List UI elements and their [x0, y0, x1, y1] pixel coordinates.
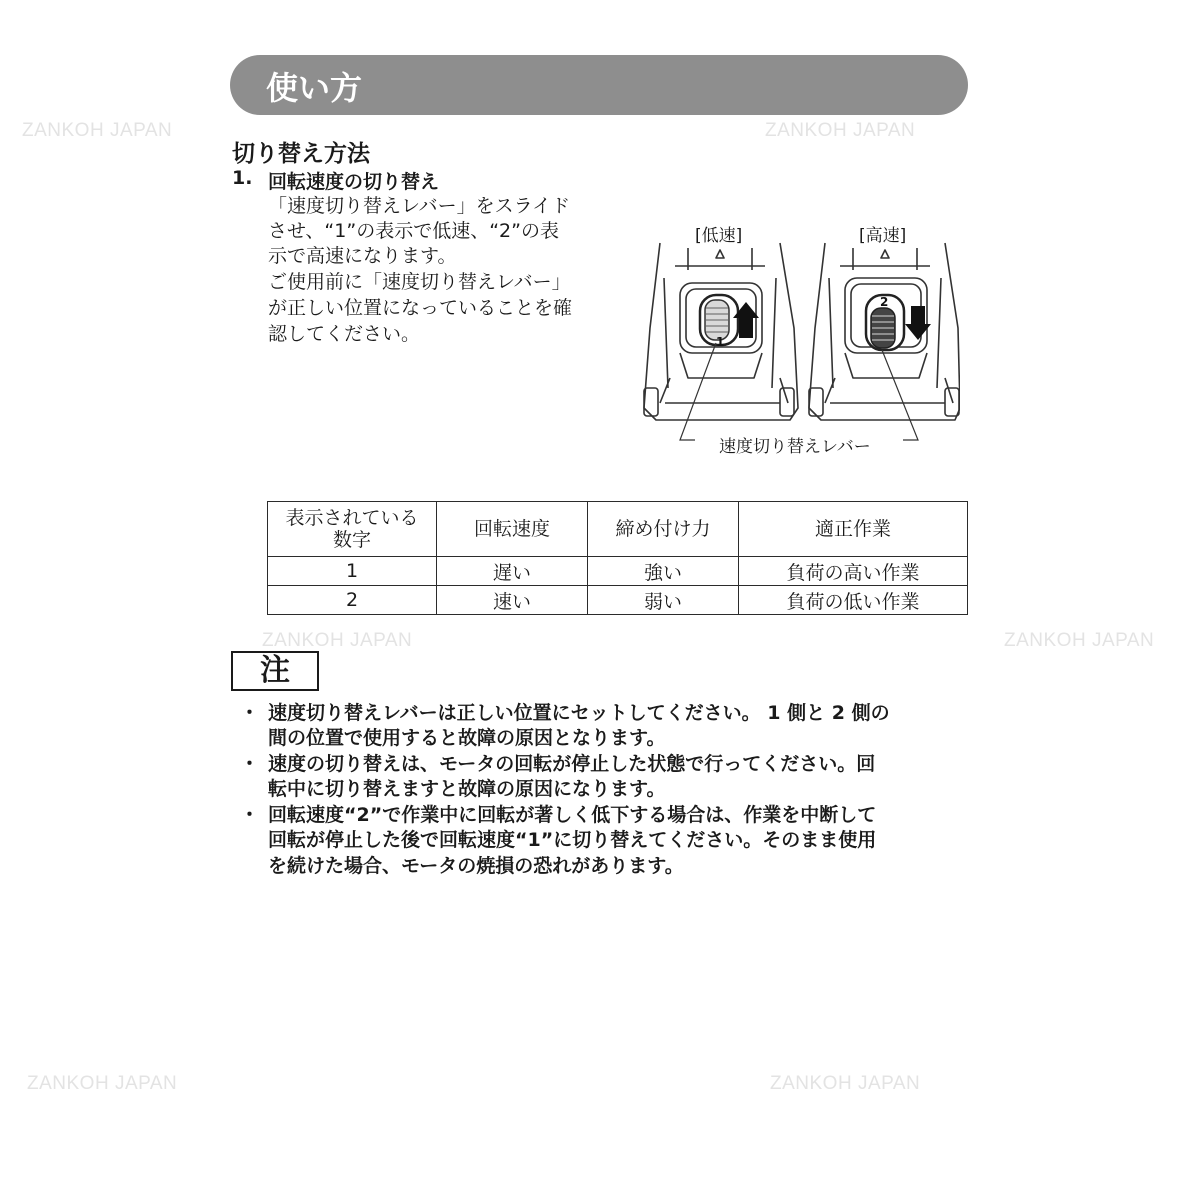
note-label: 注 — [231, 651, 319, 691]
speed-table — [267, 501, 968, 615]
note-line: 間の位置で使用すると故障の原因となります。 — [268, 727, 666, 749]
body-line: 「速度切り替えレバー」をスライド — [268, 195, 571, 217]
table-cell: 遅い — [437, 557, 588, 586]
watermark: ZANKOH JAPAN — [765, 120, 916, 141]
watermark: ZANKOH JAPAN — [27, 1073, 178, 1094]
table-header-cell: 回転速度 — [437, 502, 588, 557]
note-line: を続けた場合、モータの焼損の恐れがあります。 — [268, 855, 684, 877]
table-cell: 速い — [437, 586, 588, 615]
figure-label-low: [低速] — [695, 226, 743, 246]
table-cell: 負荷の低い作業 — [739, 586, 968, 615]
leader-line-low — [680, 343, 716, 440]
leader-line-high — [882, 350, 918, 440]
lever-high-digit: 2 — [880, 295, 889, 309]
watermark: ZANKOH JAPAN — [1004, 630, 1155, 651]
header-line: 表示されている — [285, 507, 419, 529]
table-cell: 弱い — [588, 586, 739, 615]
note-line: 回転速度“2”で作業中に回転が著しく低下する場合は、作業を中断して — [268, 804, 877, 826]
table-cell: 強い — [588, 557, 739, 586]
speed-lever-illustration — [630, 238, 960, 460]
bullet-mark: ・ — [240, 804, 260, 826]
table-header-row — [268, 502, 968, 557]
watermark: ZANKOH JAPAN — [262, 630, 413, 651]
body-line: ご使用前に「速度切り替えレバー」 — [268, 271, 571, 293]
lever-low-digit: 1 — [716, 335, 725, 349]
note-line: 速度切り替えレバーは正しい位置にセットしてください。 1 側と 2 側の — [268, 702, 890, 724]
bullet-mark: ・ — [240, 753, 260, 775]
lever-caption: 速度切り替えレバー — [719, 437, 871, 457]
note-line: 転中に切り替えますと故障の原因になります。 — [268, 778, 666, 800]
header-line: 数字 — [332, 529, 371, 551]
section-title: 使い方 — [266, 69, 363, 107]
section-title-bar — [230, 55, 968, 115]
subsection-title: 切り替え方法 — [232, 141, 370, 167]
table-cell: 1 — [268, 557, 437, 586]
body-line: 示で高速になります。 — [268, 245, 457, 267]
table-row — [268, 586, 968, 615]
body-line: 認してください。 — [268, 323, 421, 345]
watermark: ZANKOH JAPAN — [22, 120, 173, 141]
table-cell: 2 — [268, 586, 437, 615]
body-line: が正しい位置になっていることを確 — [268, 297, 573, 319]
note-line: 回転が停止した後で回転速度“1”に切り替えてください。そのまま使用 — [268, 829, 877, 851]
table-header-cell: 締め付け力 — [588, 502, 739, 557]
figure-label-high: [高速] — [859, 226, 907, 246]
table-header-cell: 適正作業 — [739, 502, 968, 557]
item-number: 1. — [232, 167, 253, 189]
body-line: させ、“1”の表示で低速、“2”の表 — [268, 220, 559, 242]
item-heading: 回転速度の切り替え — [268, 171, 440, 193]
bullet-mark: ・ — [240, 702, 260, 724]
table-row — [268, 557, 968, 586]
table-header-cell — [268, 502, 437, 557]
note-line: 速度の切り替えは、モータの回転が停止した状態で行ってください。回 — [268, 753, 876, 775]
watermark: ZANKOH JAPAN — [770, 1073, 921, 1094]
table-cell: 負荷の高い作業 — [739, 557, 968, 586]
